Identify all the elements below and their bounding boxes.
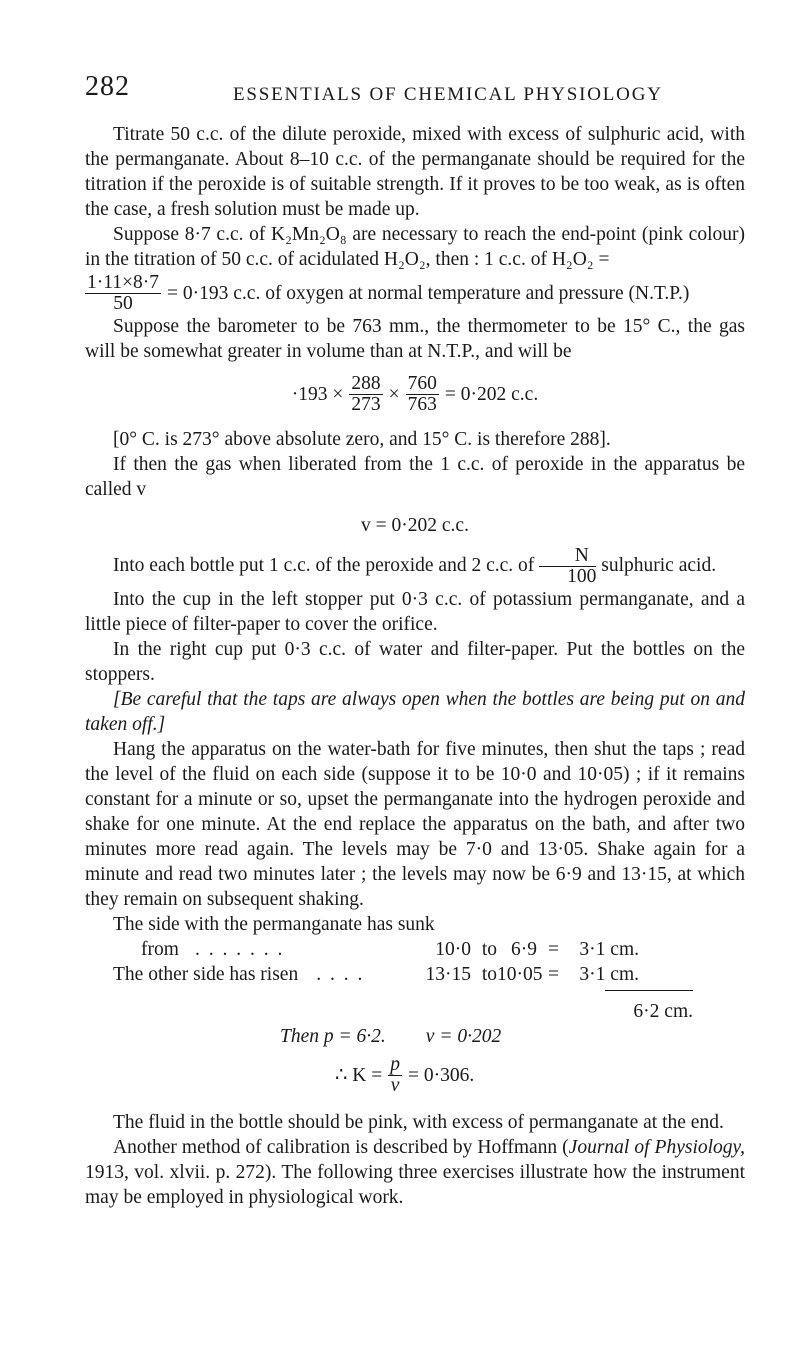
fraction-denominator: v (390, 1075, 400, 1096)
equation-term: ·193 × (291, 384, 344, 405)
k-equation (335, 1055, 745, 1096)
reading-start: 13·15 (425, 964, 471, 985)
fraction-temperature (349, 374, 382, 415)
fraction-numerator: 760 (407, 373, 437, 394)
table-row-label: from (141, 939, 179, 960)
fraction-numerator: p (390, 1054, 400, 1075)
fraction-numerator: 1·11×8·7 (87, 272, 160, 293)
equation-result: = 0·202 c.c. (444, 384, 539, 405)
equals-sign: = (548, 939, 559, 960)
fraction-denominator: 763 (407, 394, 437, 415)
paragraph-each-bottle (85, 546, 745, 587)
fraction-denominator: 273 (351, 394, 381, 415)
k-result: = 0·306. (408, 1065, 475, 1086)
fraction-numerator: 288 (351, 373, 381, 394)
k-label: ∴ K = (335, 1065, 383, 1086)
leader-dots: . . . . (316, 964, 365, 985)
fraction-normality (539, 546, 596, 587)
paragraph-right-cup: In the right cup put 0·3 c.c. of water and filter-paper. Put the bottles on the stoppers. (85, 639, 745, 685)
paragraph-sunk: The side with the permanganate has sunk (113, 914, 435, 935)
running-head: ESSENTIALS OF CHEMICAL PHYSIOLOGY (233, 84, 663, 105)
paragraph-barometer: Suppose the barometer to be 763 mm., the thermometer to be 15° C., the gas will be somewhat greater in volume than at N.T.P., and will be (85, 316, 745, 362)
reading-result: 3·1 cm. (579, 939, 639, 960)
page-body (85, 122, 745, 1210)
equation-v: v = 0·202 c.c. (361, 515, 469, 536)
paragraph-left-cup: Into the cup in the left stopper put 0·3 c.c. of potassium permanganate, and a little piece of filter-paper to cover the orifice. (85, 589, 745, 635)
fraction-k (388, 1055, 402, 1096)
paragraph-procedure: Hang the apparatus on the water-bath for five minutes, then shut the taps ; read the level of the fluid on each side (suppose it to be 10·0 and 10·05) ; if it remains constant for a minute or so, upset the permanganate into the hydrogen peroxide and shake for one minute. At the end replace the apparatus on the bath, and after two minutes more read again. The levels may be 7·0 and 13·05. Shake again for a minute and read two minutes later ; the levels may now be 6·9 and 13·15, at which they remain on subsequent shaking. (85, 739, 745, 910)
text-span: sulphuric acid. (601, 554, 717, 576)
table-row-label (85, 962, 425, 987)
reading-end: 6·9 (511, 939, 537, 960)
page-number: 282 (85, 71, 130, 102)
fraction (85, 273, 161, 314)
then-line (280, 1024, 745, 1049)
fraction-denominator: 100 (567, 566, 597, 587)
paragraph-hoffmann (85, 1135, 745, 1210)
row-label-text: The other side has risen (113, 964, 299, 985)
paragraph-caution (85, 687, 745, 737)
times-sign: × (388, 384, 400, 405)
equation-oxygen (85, 273, 745, 314)
paragraph-gas-liberated: If then the gas when liberated from the 1 c.c. of peroxide in the apparatus be called v (85, 454, 745, 500)
paragraph-fluid-pink: The fluid in the bottle should be pink, with excess of permanganate at the end. (113, 1112, 724, 1133)
reading-start: 10·0 (435, 939, 471, 960)
to-word: to (481, 964, 497, 985)
journal-title: Journal of Physiology, (568, 1137, 745, 1158)
caution-text: [Be careful that the taps are always open when the bottles are being put on and taken off.] (85, 689, 745, 735)
fraction-pressure (406, 374, 439, 415)
to-word: to (481, 939, 497, 960)
total-value: 6·2 cm. (605, 990, 693, 1024)
reading-result: 3·1 cm. (579, 964, 639, 985)
fraction-numerator: N (539, 546, 596, 567)
fraction-denominator: 50 (113, 293, 133, 314)
paragraph-suppose: Suppose 8·7 c.c. of K₂Mn₂O₈ are necessary to reach the end-point (pink colour) in the titration of 50 c.c. of acidulated H₂O₂, then : 1 c.c. of H₂O₂ = (85, 224, 745, 270)
paragraph-absolute-zero: [0° C. is 273° above absolute zero, and 15° C. is therefore 288]. (113, 429, 611, 450)
equation-correction (85, 374, 745, 415)
paragraph-titration: Titrate 50 c.c. of the dilute peroxide, mixed with excess of sulphuric acid, with the permanganate. About 8–10 c.c. of the permanganate should be required for the titration if the peroxide is of suitable strength. If it proves to be too weak, as is often the case, a fresh solution must be made up. (85, 124, 745, 220)
p-value: Then p = 6·2. (280, 1026, 386, 1047)
text-span: Into each bottle put 1 c.c. of the peroxide and 2 c.c. of (113, 554, 535, 576)
equation-result: = 0·193 c.c. of oxygen at normal temperature and pressure (N.T.P.) (167, 283, 690, 304)
readings-table (85, 937, 745, 987)
text-span: 1913, vol. xlvii. p. 272). The following three exercises illustrate how the instrument may be employed in physiological work. (85, 1162, 745, 1208)
equals-sign: = (548, 964, 559, 985)
v-value: v = 0·202 (425, 1026, 502, 1047)
page-header (85, 71, 730, 108)
leader-dots: . . . . . . . (195, 939, 285, 960)
reading-end: 10·05 (497, 964, 543, 985)
text-span: Another method of calibration is described by Hoffmann ( (113, 1137, 569, 1158)
